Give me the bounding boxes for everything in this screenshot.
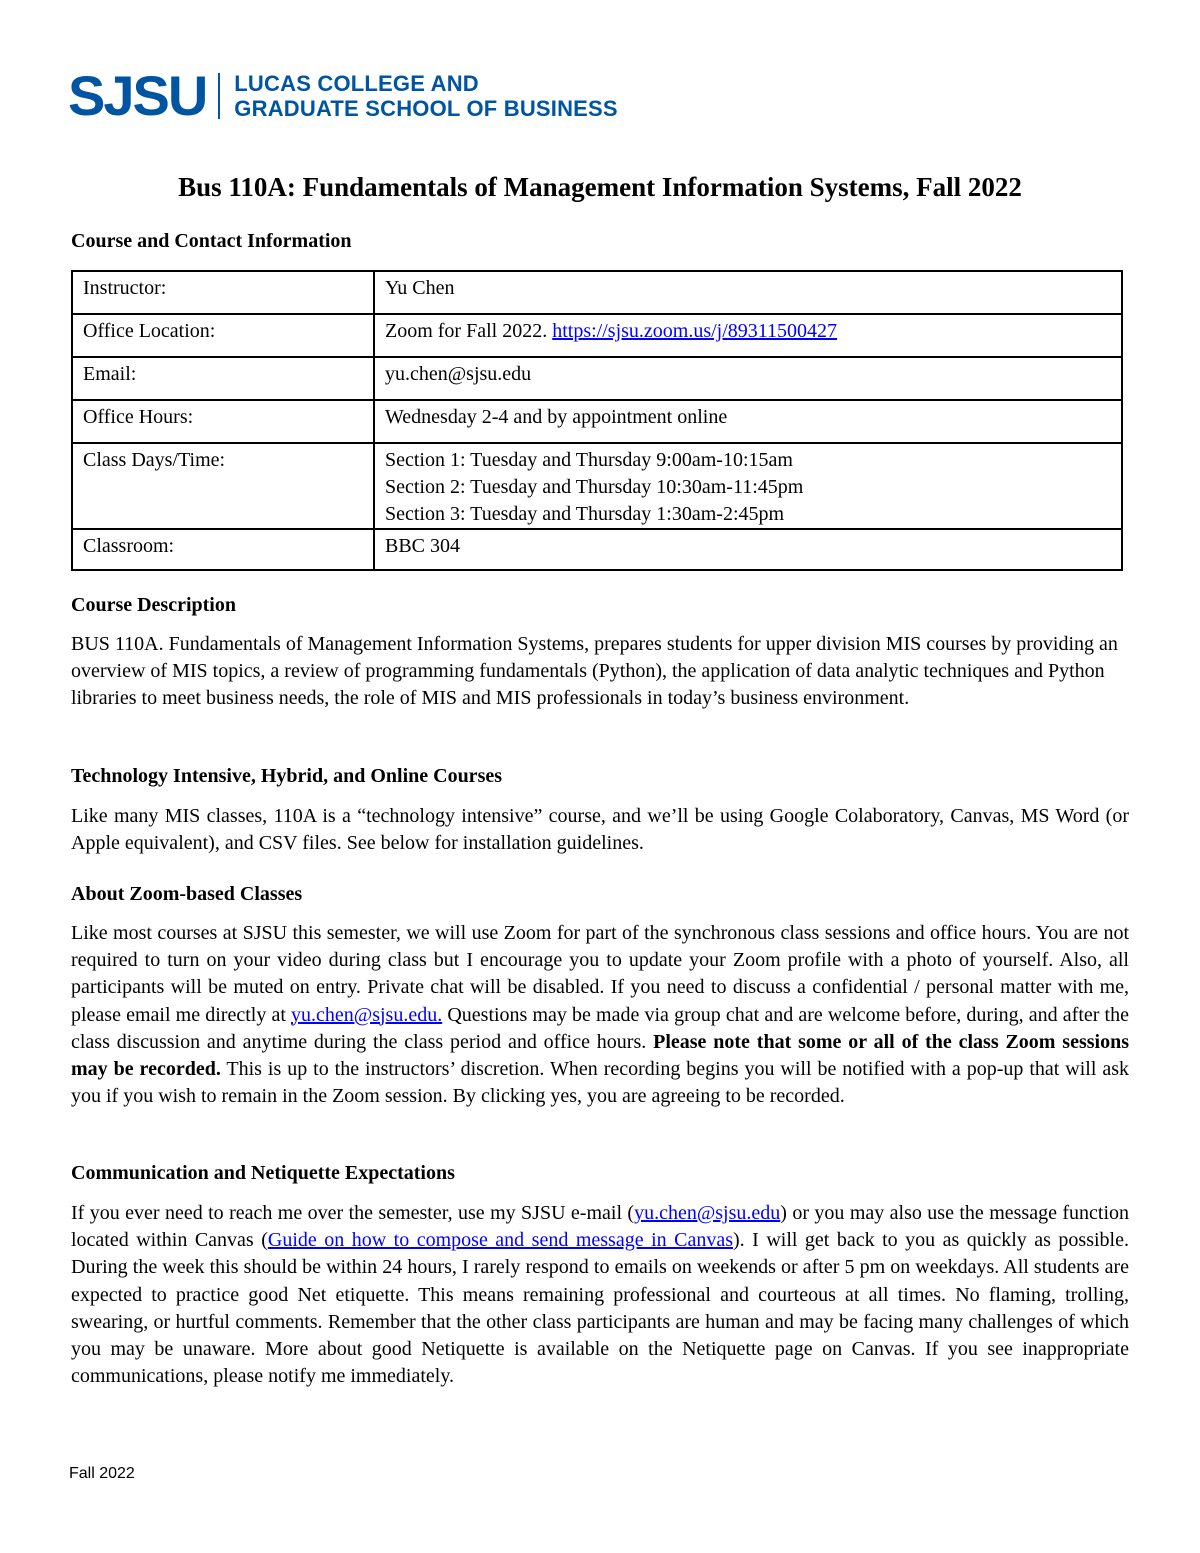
contact-heading: Course and Contact Information xyxy=(71,230,352,252)
communication-heading: Communication and Netiquette Expectations xyxy=(71,1162,455,1184)
sjsu-logo xyxy=(68,66,618,126)
zoom-link[interactable]: https://sjsu.zoom.us/j/89311500427 xyxy=(552,320,838,342)
communication-email-link[interactable]: yu.chen@sjsu.edu xyxy=(634,1202,781,1224)
table-row xyxy=(72,357,1122,400)
table-row xyxy=(72,271,1122,314)
communication-text xyxy=(71,1200,1129,1390)
zoom-text-part-1: Like most courses at SJSU this semester, we will use Zoom for part of the synchronous class sessions and office hours. You are not required to turn on your video during class but I encourage you to update your Zoom profile with a photo of yourself. Also, all participants will be muted on entry. Private chat will be disabled. If you need to discuss a confidential / personal matter with me, please email me directly at xyxy=(71,922,1129,1026)
table-row xyxy=(72,314,1122,357)
office-location-value xyxy=(374,314,1122,357)
zoom-text-part-3: This is up to the instructors’ discretion. When recording begins you will be notified with a pop-up that will ask you if you wish to remain in the Zoom session. By clicking yes, you are agreeing to be recorded. xyxy=(71,1058,1130,1108)
communication-text-part-2: ) or you may also use the message function located within Canvas ( xyxy=(71,1202,1130,1252)
office-location-prefix: Zoom for Fall 2022. xyxy=(385,320,548,342)
section-3-time: Section 3: Tuesday and Thursday 1:30am-2:45pm xyxy=(385,503,785,525)
page-footer: Fall 2022 xyxy=(69,1465,135,1482)
zoom-email-link[interactable]: yu.chen@sjsu.edu. xyxy=(291,1003,443,1026)
zoom-text-part-2: Questions may be made via group chat and are welcome before, during, and after the class discussion and anytime during the class period and office hours. xyxy=(71,1003,1129,1053)
classroom-label: Classroom: xyxy=(72,529,374,570)
section-1-time: Section 1: Tuesday and Thursday 9:00am-10:15am xyxy=(385,449,793,471)
section-2-time: Section 2: Tuesday and Thursday 10:30am-11:45pm xyxy=(385,476,804,498)
email-label: Email: xyxy=(72,357,374,400)
logo-mark: SJSU xyxy=(68,64,207,127)
zoom-heading: About Zoom-based Classes xyxy=(71,883,303,905)
logo-divider xyxy=(218,73,220,119)
class-days-value xyxy=(374,443,1122,529)
instructor-value: Yu Chen xyxy=(374,271,1122,314)
logo-line-2: GRADUATE SCHOOL OF BUSINESS xyxy=(234,96,618,121)
description-heading: Course Description xyxy=(71,594,236,616)
email-value: yu.chen@sjsu.edu xyxy=(374,357,1122,400)
office-location-label: Office Location: xyxy=(72,314,374,357)
table-row xyxy=(72,443,1122,529)
recording-notice: Please note that some or all of the class Zoom sessions may be recorded. xyxy=(71,1030,1130,1081)
canvas-guide-link[interactable]: Guide on how to compose and send message in Canvas xyxy=(267,1229,734,1252)
communication-text-part-3: ). I will get back to you as quickly as possible. During the week this should be within 24 hours, I rarely respond to emails on weekends or after 5 pm on weekdays. All students are expected to practice good Net etiquette. This means remaining professional and courteous at all times. No flaming, trolling, swearing, or hurtful comments. Remember that the other class participants are human and may be facing many challenges of which you may be unaware. More about good Netiquette is available on the Netiquette page on Canvas. If you see inappropriate communications, please notify me immediately. xyxy=(71,1229,1129,1388)
technology-text: Like many MIS classes, 110A is a “technology intensive” course, and we’ll be using Google Colaboratory, Canvas, MS Word (or Apple equivalent), and CSV files. See below for installation guidelines. xyxy=(71,805,1129,855)
description-text: BUS 110A. Fundamentals of Management Information Systems, prepares students for upper division MIS courses by providing an overview of MIS topics, a review of programming fundamentals (Python), the application of data analytic techniques and Python libraries to meet business needs, the role of MIS and MIS professionals in today’s business environment. xyxy=(71,633,1118,710)
instructor-label: Instructor: xyxy=(72,271,374,314)
logo-text xyxy=(234,71,618,121)
technology-heading: Technology Intensive, Hybrid, and Online Courses xyxy=(71,765,503,787)
class-days-label: Class Days/Time: xyxy=(72,443,374,529)
table-row xyxy=(72,400,1122,443)
classroom-value: BBC 304 xyxy=(374,529,1122,570)
table-row xyxy=(72,529,1122,570)
logo-line-1: LUCAS COLLEGE AND xyxy=(234,71,479,96)
document-title: Bus 110A: Fundamentals of Management Information Systems, Fall 2022 xyxy=(178,172,1022,202)
office-hours-label: Office Hours: xyxy=(72,400,374,443)
communication-text-part-1: If you ever need to reach me over the semester, use my SJSU e-mail ( xyxy=(71,1202,635,1224)
contact-table xyxy=(71,270,1123,571)
zoom-text xyxy=(71,920,1129,1110)
office-hours-value: Wednesday 2-4 and by appointment online xyxy=(374,400,1122,443)
